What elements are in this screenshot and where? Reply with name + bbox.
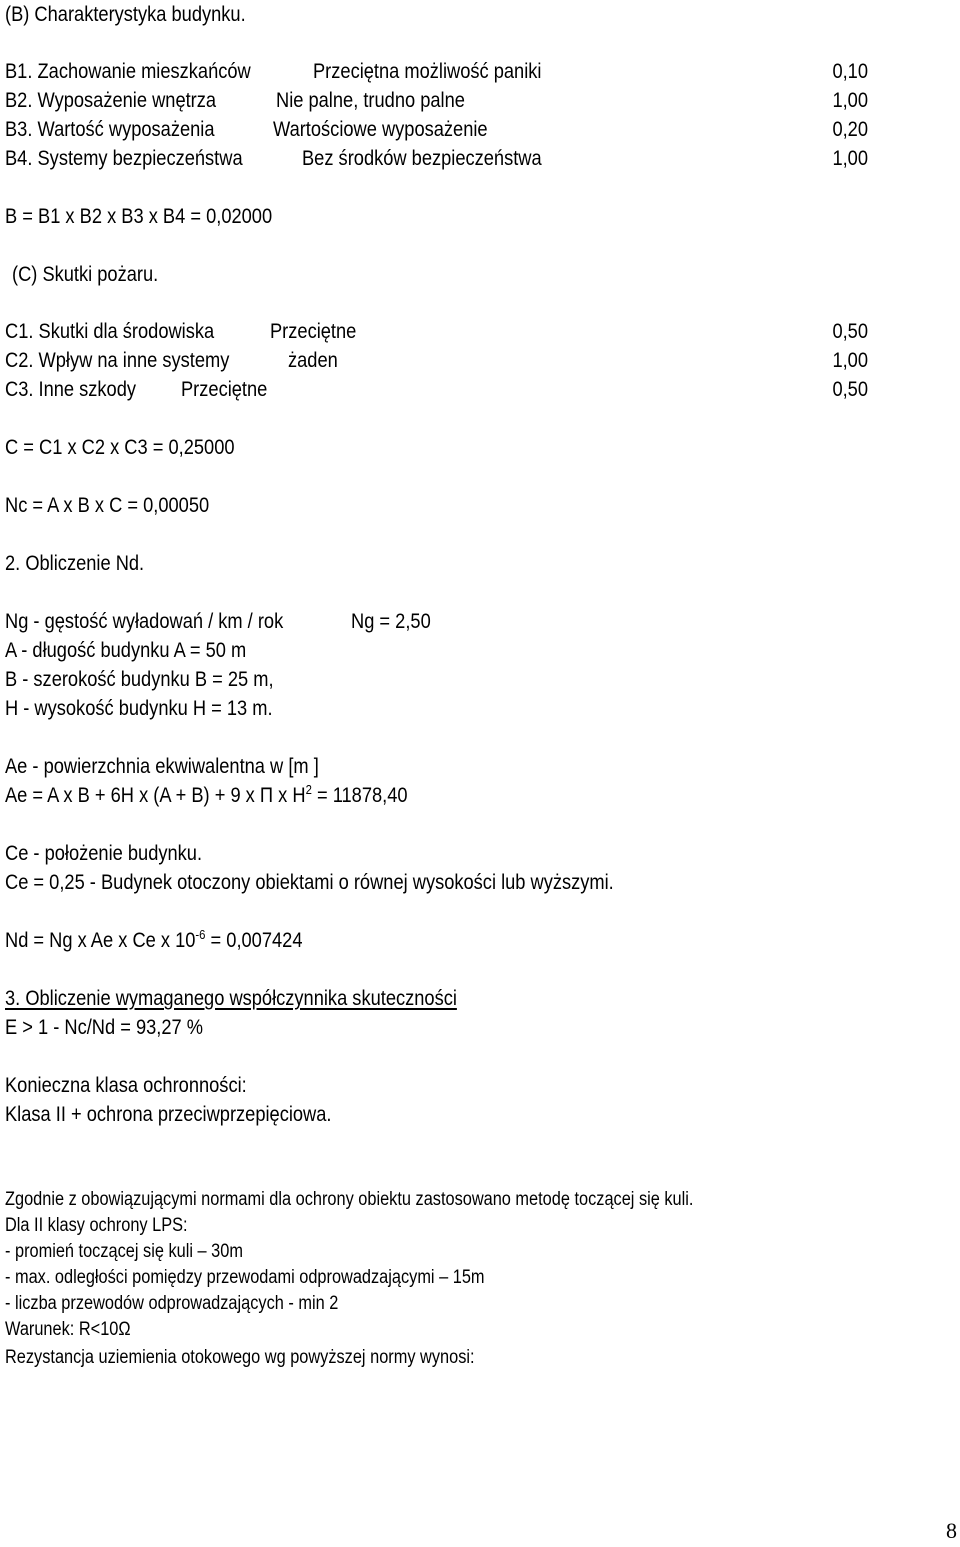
row-label: B4. Systemy bezpieczeństwa bbox=[5, 147, 243, 170]
ng-label: Ng - gęstość wyładowań / km / rok bbox=[5, 610, 284, 633]
note-line: Warunek: R<10Ω bbox=[5, 1319, 131, 1340]
row-desc: Nie palne, trudno palne bbox=[276, 89, 465, 112]
note-line: Zgodnie z obowiązującymi normami dla ochrony obiektu zastosowano metodę toczącej się kuli. bbox=[5, 1189, 694, 1210]
row-label: C2. Wpływ na inne systemy bbox=[5, 349, 230, 372]
length-line: A - długość budynku A = 50 m bbox=[5, 639, 247, 662]
row-label: C1. Skutki dla środowiska bbox=[5, 320, 215, 343]
row-desc: Przeciętne bbox=[270, 320, 357, 343]
note-line: - max. odległości pomiędzy przewodami odprowadzającymi – 15m bbox=[5, 1267, 485, 1288]
note-line: - promień toczącej się kuli – 30m bbox=[5, 1241, 243, 1262]
section-3-heading: 3. Obliczenie wymaganego współczynnika skuteczności bbox=[5, 987, 457, 1010]
nd-formula-result: = 0,007424 bbox=[205, 929, 303, 952]
note-line: - liczba przewodów odprowadzających - min 2 bbox=[5, 1293, 339, 1314]
row-value: 1,00 bbox=[832, 147, 868, 170]
ae-formula bbox=[5, 783, 408, 809]
ng-value: Ng = 2,50 bbox=[351, 610, 431, 633]
row-value: 0,10 bbox=[832, 60, 868, 83]
ce-value: Ce = 0,25 - Budynek otoczony obiektami o równej wysokości lub wyższymi. bbox=[5, 871, 614, 894]
row-label: B1. Zachowanie mieszkańców bbox=[5, 60, 251, 83]
nd-formula-main: Nd = Ng x Ae x Ce x 10 bbox=[5, 929, 196, 952]
row-value: 0,20 bbox=[832, 118, 868, 141]
formula-b: B = B1 x B2 x B3 x B4 = 0,02000 bbox=[5, 205, 273, 228]
row-value: 1,00 bbox=[832, 89, 868, 112]
ae-formula-result: = 11878,40 bbox=[311, 784, 408, 807]
row-label: B3. Wartość wyposażenia bbox=[5, 118, 215, 141]
e-formula: E > 1 - Nc/Nd = 93,27 % bbox=[5, 1016, 204, 1039]
formula-c: C = C1 x C2 x C3 = 0,25000 bbox=[5, 436, 235, 459]
protection-class-value: Klasa II + ochrona przeciwprzepięciowa. bbox=[5, 1103, 332, 1126]
row-value: 0,50 bbox=[832, 320, 868, 343]
ce-label: Ce - położenie budynku. bbox=[5, 842, 203, 865]
section-2-heading: 2. Obliczenie Nd. bbox=[5, 552, 145, 575]
page-number: 8 bbox=[946, 1518, 957, 1543]
row-desc: Wartościowe wyposażenie bbox=[273, 118, 488, 141]
ae-formula-exponent: 2 bbox=[305, 782, 312, 797]
height-line: H - wysokość budynku H = 13 m. bbox=[5, 697, 273, 720]
row-desc: żaden bbox=[288, 349, 338, 372]
ae-formula-main: Ae = A x B + 6H x (A + B) + 9 x Π x H bbox=[5, 784, 306, 807]
formula-nc: Nc = A x B x C = 0,00050 bbox=[5, 494, 210, 517]
nd-formula-exponent: -6 bbox=[195, 927, 206, 942]
row-label: B2. Wyposażenie wnętrza bbox=[5, 89, 217, 112]
width-line: B - szerokość budynku B = 25 m, bbox=[5, 668, 274, 691]
row-desc: Przeciętne bbox=[181, 378, 268, 401]
nd-formula bbox=[5, 928, 302, 954]
ae-label: Ae - powierzchnia ekwiwalentna w [m ] bbox=[5, 755, 319, 778]
row-value: 0,50 bbox=[832, 378, 868, 401]
row-value: 1,00 bbox=[832, 349, 868, 372]
note-line: Dla II klasy ochrony LPS: bbox=[5, 1215, 188, 1236]
note-line: Rezystancja uziemienia otokowego wg powyższej normy wynosi: bbox=[5, 1347, 475, 1368]
row-label: C3. Inne szkody bbox=[5, 378, 137, 401]
section-b-heading: (B) Charakterystyka budynku. bbox=[5, 3, 246, 26]
row-desc: Przeciętna możliwość paniki bbox=[313, 60, 542, 83]
section-c-heading: (C) Skutki pożaru. bbox=[12, 263, 159, 286]
row-desc: Bez środków bezpieczeństwa bbox=[302, 147, 542, 170]
protection-class-label: Konieczna klasa ochronności: bbox=[5, 1074, 247, 1097]
